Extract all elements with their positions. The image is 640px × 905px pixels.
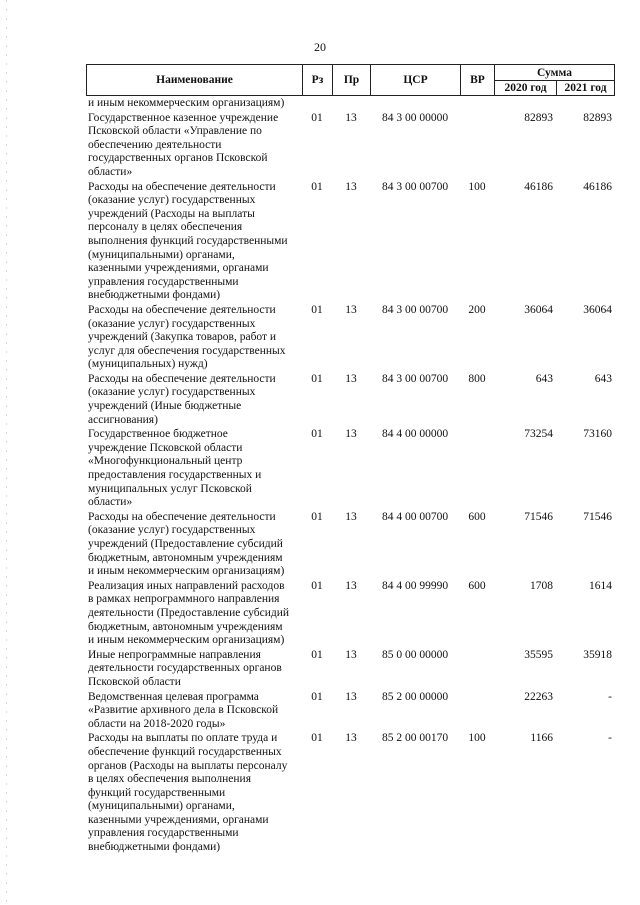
- cell-sum-2020: 1708: [530, 579, 553, 592]
- table-row: [86, 373, 614, 427]
- page-number: 20: [314, 40, 326, 54]
- table-row: [86, 181, 614, 303]
- cell-csr: 84 3 00 00700: [381, 303, 449, 316]
- name-line: «Многофункциональный центр: [88, 455, 243, 468]
- cell-name: [86, 511, 302, 579]
- name-line: муниципальных услуг Псковской: [88, 482, 252, 495]
- name-line: государственных органов Псковской: [88, 152, 268, 165]
- cell-sum-2021: -: [608, 690, 612, 703]
- name-line: Расходы на обеспечение деятельности: [88, 510, 276, 523]
- cell-sum-2021: 36064: [583, 303, 612, 316]
- name-line: «Развитие архивного дела в Псковской: [88, 704, 279, 717]
- header-csr: ЦСР: [371, 65, 461, 96]
- name-line: Иные непрограммные направления: [88, 648, 261, 661]
- header-name: Наименование: [87, 65, 303, 96]
- name-line: учреждение Псковской области: [88, 441, 243, 454]
- name-line: учреждений (Предоставление субсидий: [88, 538, 283, 550]
- cell-sum-2020: 71546: [524, 510, 553, 523]
- cell-name: [86, 373, 302, 427]
- cell-sum-2020: 1166: [530, 732, 553, 745]
- name-line: Псковской области «Управление по: [88, 125, 262, 138]
- cell-rz: 01: [311, 648, 323, 661]
- cell-name: [86, 304, 302, 372]
- name-line: Расходы на обеспечение деятельности: [88, 372, 276, 385]
- name-line: выполнения функций государственными: [88, 234, 288, 247]
- table-row: [86, 304, 614, 372]
- name-line: Расходы на выплаты по оплате труда и: [88, 732, 278, 745]
- name-line: в целях обеспечения выполнения: [88, 773, 251, 786]
- cell-vr: 100: [468, 732, 486, 745]
- cell-sum-2021: 71546: [583, 510, 612, 523]
- cell-pr: 13: [345, 648, 357, 661]
- table-row: [86, 97, 614, 111]
- name-line: Государственное бюджетное: [88, 428, 228, 441]
- cell-sum-2020: 36064: [524, 303, 553, 316]
- name-line: (оказание услуг) государственных: [88, 524, 256, 537]
- cell-pr: 13: [345, 428, 357, 441]
- cell-pr: 13: [345, 180, 357, 193]
- name-line: услуг для обеспечения государственных: [88, 344, 286, 357]
- cell-sum-2020: 22263: [524, 690, 553, 703]
- cell-name: [86, 181, 302, 303]
- name-line: области»: [88, 496, 133, 509]
- cell-pr: 13: [345, 690, 357, 703]
- cell-vr: 600: [468, 579, 486, 592]
- cell-csr: 85 2 00 00170: [381, 732, 449, 745]
- name-line: и иным некоммерческим организациям): [88, 565, 285, 578]
- name-line: Государственное казенное учреждение: [88, 111, 279, 124]
- cell-csr: 84 4 00 00700: [381, 510, 449, 523]
- name-line: области»: [88, 165, 133, 178]
- cell-rz: 01: [311, 428, 323, 441]
- name-line: предоставления государственных и: [88, 469, 262, 482]
- name-line: учреждений (Расходы на выплаты: [88, 207, 255, 220]
- cell-sum-2020: 46186: [524, 180, 553, 193]
- cell-pr: 13: [345, 372, 357, 385]
- name-line: Псковской области: [88, 675, 181, 688]
- name-line: обеспечению деятельности: [88, 138, 222, 151]
- cell-rz: 01: [311, 579, 323, 592]
- header-year-2021: 2021 год: [557, 81, 615, 96]
- name-line: (оказание услуг) государственных: [88, 386, 256, 399]
- cell-vr: 600: [468, 510, 486, 523]
- cell-name: [86, 112, 302, 180]
- table-header: [86, 64, 615, 96]
- cell-sum-2021: 46186: [583, 180, 612, 193]
- cell-rz: 01: [311, 180, 323, 193]
- name-line: деятельности государственных органов: [88, 662, 282, 675]
- cell-name: [86, 732, 302, 854]
- cell-pr: 13: [345, 732, 357, 745]
- cell-sum-2020: 643: [535, 372, 553, 385]
- cell-pr: 13: [345, 510, 357, 523]
- table-row: [86, 691, 614, 732]
- scan-edge-mark: [6, 0, 7, 905]
- cell-rz: 01: [311, 303, 323, 316]
- table-row: [86, 428, 614, 510]
- name-line: казенными учреждениями, органами: [88, 262, 269, 275]
- cell-sum-2020: 82893: [524, 111, 553, 124]
- name-line: ассигнования): [88, 413, 158, 426]
- cell-name: [86, 691, 302, 732]
- cell-pr: 13: [345, 111, 357, 124]
- table-row: [86, 649, 614, 690]
- cell-sum-2021: 82893: [583, 111, 612, 124]
- name-line: учреждений (Иные бюджетные: [88, 400, 242, 413]
- name-line: Расходы на обеспечение деятельности: [88, 180, 276, 193]
- cell-vr: 200: [468, 303, 486, 316]
- name-line: (муниципальными) органами,: [88, 248, 235, 261]
- cell-rz: 01: [311, 732, 323, 745]
- name-line: и иным некоммерческим организациям): [88, 634, 285, 647]
- name-line: бюджетным, автономным учреждениям: [88, 620, 283, 633]
- cell-rz: 01: [311, 510, 323, 523]
- name-line: и иным некоммерческим организациям): [88, 97, 285, 109]
- cell-sum-2021: -: [608, 732, 612, 745]
- header-pr: Пр: [333, 65, 371, 96]
- cell-name: [86, 580, 302, 648]
- cell-name: [86, 649, 302, 690]
- cell-sum-2020: 35595: [524, 648, 553, 661]
- cell-vr: 800: [468, 372, 486, 385]
- cell-name: [86, 97, 302, 111]
- name-line: управления государственными: [88, 827, 239, 840]
- name-line: бюджетным, автономным учреждениям: [88, 551, 283, 564]
- header-rz: Рз: [303, 65, 333, 96]
- cell-pr: 13: [345, 303, 357, 316]
- name-line: обеспечение функций государственных: [88, 745, 282, 758]
- table-body: [86, 97, 614, 855]
- cell-csr: 84 3 00 00000: [381, 111, 449, 124]
- name-line: (муниципальными) органами,: [88, 800, 235, 813]
- name-line: учреждений (Закупка товаров, работ и: [88, 331, 277, 344]
- name-line: в рамках непрограммного направления: [88, 593, 280, 606]
- name-line: функций государственными: [88, 786, 226, 799]
- table-row: [86, 580, 614, 648]
- cell-vr: 100: [468, 180, 486, 193]
- cell-csr: 85 0 00 00000: [381, 648, 449, 661]
- name-line: области на 2018-2020 годы»: [88, 717, 226, 730]
- cell-rz: 01: [311, 690, 323, 703]
- name-line: органов (Расходы на выплаты персоналу: [88, 759, 288, 772]
- cell-name: [86, 428, 302, 510]
- name-line: управления государственными: [88, 275, 239, 288]
- table-row: [86, 732, 614, 854]
- header-year-2020: 2020 год: [495, 81, 557, 96]
- name-line: (муниципальных) нужд): [88, 358, 208, 371]
- cell-rz: 01: [311, 372, 323, 385]
- cell-pr: 13: [345, 579, 357, 592]
- table-row: [86, 511, 614, 579]
- name-line: (оказание услуг) государственных: [88, 317, 256, 330]
- cell-sum-2021: 643: [594, 372, 612, 385]
- name-line: персоналу в целях обеспечения: [88, 221, 243, 234]
- cell-csr: 84 4 00 99990: [381, 579, 449, 592]
- table-row: [86, 112, 614, 180]
- header-vr: ВР: [461, 65, 495, 96]
- cell-csr: 84 3 00 00700: [381, 372, 449, 385]
- cell-csr: 85 2 00 00000: [381, 690, 449, 703]
- header-sum: Сумма: [495, 65, 615, 81]
- cell-rz: 01: [311, 111, 323, 124]
- name-line: внебюджетными фондами): [88, 841, 221, 854]
- cell-sum-2021: 73160: [583, 428, 612, 441]
- cell-sum-2021: 1614: [589, 579, 612, 592]
- cell-csr: 84 4 00 00000: [381, 428, 449, 441]
- cell-csr: 84 3 00 00700: [381, 180, 449, 193]
- name-line: деятельности (Предоставление субсидий: [88, 606, 290, 619]
- name-line: (оказание услуг) государственных: [88, 194, 256, 207]
- name-line: внебюджетными фондами): [88, 289, 221, 302]
- name-line: Реализация иных направлений расходов: [88, 579, 285, 592]
- name-line: казенными учреждениями, органами: [88, 813, 269, 826]
- name-line: Расходы на обеспечение деятельности: [88, 303, 276, 316]
- cell-sum-2020: 73254: [524, 428, 553, 441]
- name-line: Ведомственная целевая программа: [88, 690, 259, 703]
- cell-sum-2021: 35918: [583, 648, 612, 661]
